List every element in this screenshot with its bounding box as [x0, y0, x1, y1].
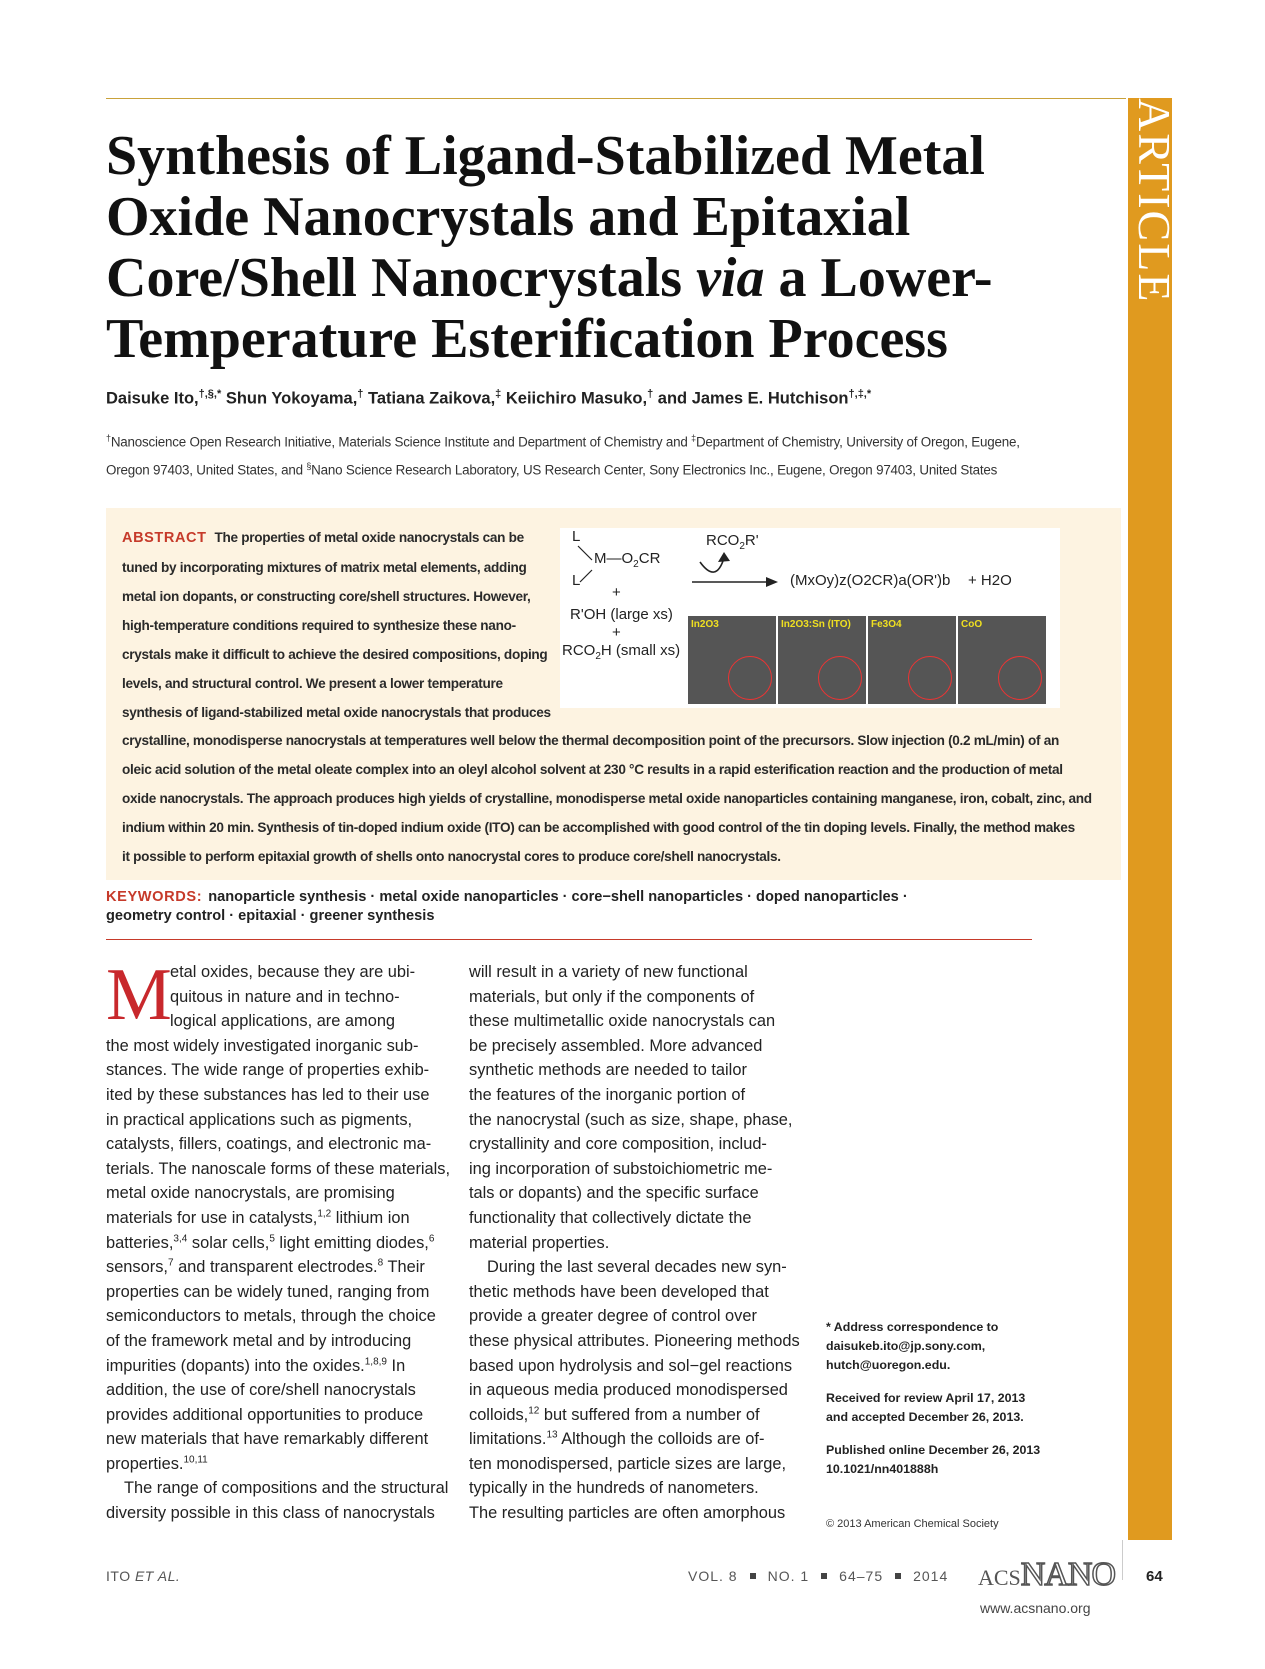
tem-panel-in2o3: In2O3 [688, 616, 776, 704]
toc-graphic [560, 528, 1060, 708]
email-hutch[interactable]: hutch@uoregon.edu. [826, 1358, 951, 1372]
body-column-1: etal oxides, because they are ubi- quitous in nature and in techno- logical applications, are among the most widely investigated inorganic sub- stances. The wide range of properties exhib- ited by these substances has led to their use in practical applications such as pigments, catalysts, fillers, coatings, and electronic ma- terials. The nanoscale forms of these materials, metal oxide nanocrystals, are promising materials for use in catalysts,$^{1,2}$ lithium ion batteries,$^{3,4}$ solar cells,$^5$ light emitting diodes,$^6$ sensors,$^7$ and transparent electrodes.$^8$ Their properties can be widely tuned, ranging from semiconductors to metals, through the choice of the framework metal and by introducing impurities (dopants) into the oxides.$^{1,8,9}$ In addition, the use of core/shell nanocrystals provides additional opportunities to produce new materials that have remarkably different properties.$^{10,11}$ The range of compositions and the structural diversity possible in this class of nanocrystals [106, 963, 451, 1523]
toc-ligand-bottom: L [572, 572, 581, 589]
toc-water: + H2O [968, 572, 1012, 589]
toc-ester: $RCO_2R'$ [706, 532, 759, 552]
journal-url[interactable]: www.acsnano.org [980, 1600, 1091, 1616]
keywords: KEYWORDS: nanoparticle synthesis · metal oxide nanoparticles · core−shell nanoparticles · doped nanoparticles · geometry control · epitaxial · greener synthesis [106, 889, 908, 924]
copyright: © 2013 American Chemical Society [826, 1518, 999, 1530]
toc-ligand-top: L [572, 528, 581, 545]
tem-panel-ito: In2O3:Sn (ITO) [778, 616, 866, 704]
toc-alcohol: R'OH (large xs) [570, 606, 673, 623]
affiliations: †Nanoscience Open Research Initiative, Materials Science Institute and Department of Chemistry and ‡Department of Chemistry, University of Oregon, Eugene, Oregon 97403, United States, and §Nano Science Research Laboratory, US Research Center, Sony Electronics Inc., Eugene, Oregon 97403, United States [106, 433, 1020, 478]
drop-cap: M [106, 954, 172, 1036]
article-side-label: ARTICLE [1129, 98, 1180, 304]
article-title: Synthesis of Ligand-Stabilized Metal Oxide Nanocrystals and Epitaxial Core/Shell Nanocrystals via a Lower- Temperature Esterification Process [106, 125, 993, 370]
abstract-text-full: crystalline, monodisperse nanocrystals at temperatures well below the thermal decomposition point of the precursors. Slow injection (0.2 mL/min) of an oleic acid solution of the metal oleate complex into an oleyl alcohol solvent at 230 °C results in a rapid esterification reaction and the production of metal oxide nanocrystals. The approach produces high yields of crystalline, monodisperse metal oxide nanoparticles containing manganese, iron, cobalt, zinc, and indium within 20 min. Synthesis of tin-doped indium oxide (ITO) can be accomplished with good control of the tin doping levels. Finally, the method makes it possible to perform epitaxial growth of shells onto nanocrystal cores to produce core/shell nanocrystals. [122, 733, 1092, 864]
bottom-rule [1122, 1540, 1123, 1580]
footer-citation: VOL. 8 NO. 1 64–75 2014 [688, 1568, 949, 1584]
keywords-label: KEYWORDS: [106, 889, 203, 905]
author-list: Daisuke Ito,†,§,* Shun Yokoyama,† Tatiana Zaikova,‡ Keiichiro Masuko,† and James E. Hutchison†,‡,* [106, 388, 872, 408]
footer-author: ITO ET AL. [106, 1568, 181, 1584]
side-notes: * Address correspondence to daisukeb.ito@jp.sony.com, hutch@uoregon.edu. Received for review April 17, 2013 and accepted December 26, 2013. Published online December 26, 2013 10.1021/nn401888h [826, 1318, 1086, 1479]
acs-nano-logo: ACSNANO [978, 1556, 1116, 1593]
tem-panel-fe3o4: Fe3O4 [868, 616, 956, 704]
body-column-2: will result in a variety of new functional materials, but only if the components of these multimetallic oxide nanocrystals can be precisely assembled. More advanced synthetic methods are needed to tailor the features of the inorganic portion of the nanocrystal (such as size, shape, phase, crystallinity and core composition, includ- ing incorporation of substoichiometric me- tals or dopants) and the specific surface functionality that collectively dictate the material properties. During the last several decades new syn- thetic methods have been developed that provide a greater degree of control over these physical attributes. Pioneering methods based upon hydrolysis and sol−gel reactions in aqueous media produced monodispersed colloids,$^{12}$ but suffered from a number of limitations.$^{13}$ Although the colloids are of- ten monodispersed, particle sizes are large, typically in the hundreds of nanometers. The resulting particles are often amorphous [469, 963, 800, 1523]
keywords-rule [106, 939, 1032, 940]
toc-acid: $RCO_2H$ (small xs) [562, 642, 681, 662]
toc-plus-1: + [612, 584, 621, 601]
abstract-text-left: ABSTRACT The properties of metal oxide nanocrystals can be tuned by incorporating mixtures of matrix metal elements, adding metal ion dopants, or constructing core/shell structures. However, high-temperature conditions required to synthesize these nano- crystals make it difficult to achieve the desired compositions, doping levels, and structural control. We present a lower temperature synthesis of ligand-stabilized metal oxide nanocrystals that produces [122, 530, 551, 720]
toc-reaction-arrow [690, 544, 780, 588]
doi-link[interactable]: 10.1021/nn401888h [826, 1462, 939, 1476]
tem-panel-coo: CoO [958, 616, 1046, 704]
toc-product: (MxOy)z(O2CR)a(OR')b [790, 572, 951, 589]
toc-plus-2: + [612, 624, 621, 641]
toc-metal-complex: $M—O_2CR$ [594, 550, 661, 570]
top-rule [106, 98, 1126, 99]
email-ito[interactable]: daisukeb.ito@jp.sony.com, [826, 1339, 986, 1353]
page-number: 64 [1146, 1568, 1163, 1585]
abstract-heading: ABSTRACT [122, 530, 207, 546]
